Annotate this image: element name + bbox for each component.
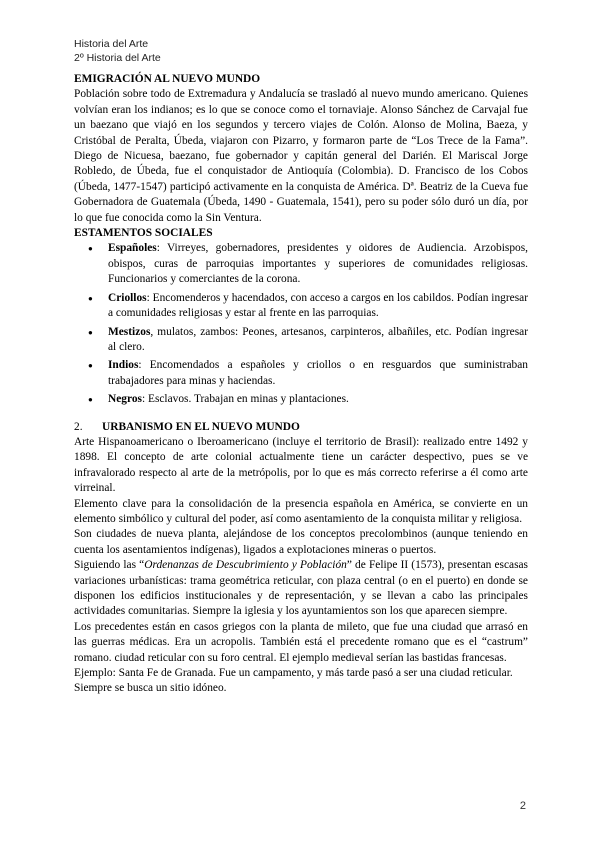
list-item [108, 241, 528, 287]
list-item-term: Indios [108, 359, 139, 372]
list-item-term: Criollos [108, 291, 147, 304]
paragraph-ejemplo: Ejemplo: Santa Fe de Granada. Fue un campamento, y más tarde pasó a ser una ciudad reticular. [74, 667, 513, 680]
list-item [108, 291, 528, 322]
paragraph-ciudades-nueva-planta: Son ciudades de nueva planta, alejándose de los conceptos precolombinos (aunque teniendo en cuenta los asentamientos indígenas), ligados a explotaciones mineras o puertos. [74, 528, 528, 556]
list-item-term: Españoles [108, 242, 157, 255]
estamentos-list [74, 241, 528, 407]
list-item-text: : Virreyes, gobernadores, presidentes y oidores de Audiencia. Arzobispos, obispos, curas de parroquias importantes y superiores de comunidades religiosas. Funcionarios y comerciantes de la corona. [108, 242, 528, 286]
section-title-estamentos: ESTAMENTOS SOCIALES [74, 227, 213, 240]
paragraph-sitio-idoneo: Siempre se busca un sitio idóneo. [74, 682, 227, 695]
section-title-urbanismo: URBANISMO EN EL NUEVO MUNDO [102, 420, 300, 433]
section-heading-urbanismo [74, 420, 528, 435]
header-course: Historia del Arte [74, 38, 149, 50]
paragraph-emigracion: Población sobre todo de Extremadura y Andalucía se trasladó al nuevo mundo americano. Quienes volvían eran los indianos; es lo que se conoce como el tornaviaje. Alonso Sánchez de Carvajal fue un baezano que viajó en los segundos y tercero viajes de Colón. Alonso de Molina, Baeza, y Cristóbal de Peralta, Úbeda, viajaron con Pizarro, y formaron parte de “Los Trece de la Fama”. Diego de Nicuesa, baezano, fue gobernador y capitán general del Darién. El Mariscal Jorge Robledo, de Úbeda, fue el conquistador de Antioquía (Colombia). D. Francisco de los Cobos (Úbeda, 1477-1547) participó activamente en la conquista de América. Dª. Beatriz de la Cueva fue Gobernadora de Guatemala (Úbeda, 1490 - Guatemala, 1541), pero su poder sólo duró un día, por lo que fue conocida como la Sin Ventura. [74, 88, 528, 224]
section-number: 2. [74, 420, 83, 433]
list-item-text: , mulatos, zambos: Peones, artesanos, carpinteros, albañiles, etc. Podían ingresar al clero. [108, 325, 528, 353]
page-number: 2 [519, 800, 526, 812]
ordenanzas-suffix: ” de Felipe II (1573), presentan escasas variaciones urbanísticas: trama geométrica reticular, con plaza central (o en el puerto) en donde se disponen los edificios institucionales y de representación, y se llevan a cabo las principales actividades comunitarias. Siempre la iglesia y los ayuntamientos son los que aparecen siempre. [74, 559, 528, 618]
page-header [74, 37, 161, 65]
list-item [108, 325, 528, 356]
ordenanzas-prefix: Siguiendo las “ [74, 559, 145, 572]
list-item-term: Mestizos [108, 325, 151, 338]
ordenanzas-title: Ordenanzas de Descubrimiento y Población [144, 559, 347, 572]
list-item-text: : Esclavos. Trabajan en minas y plantaciones. [141, 393, 349, 406]
paragraph-ordenanzas [74, 558, 528, 620]
header-subtitle: 2º Historia del Arte [74, 52, 161, 64]
page-content [74, 72, 528, 697]
list-item-term: Negros [108, 393, 142, 406]
paragraph-arte-hispanoamericano: Arte Hispanoamericano o Iberoamericano (incluye el territorio de Brasil): realizado entre 1492 y 1898. El concepto de arte colonial actualmente tiene un carácter despectivo, pues se ve infravalorado respecto al arte de la metrópolis, por lo que es más correcto referirse a él como arte virreinal. [74, 435, 528, 495]
list-item [108, 392, 528, 407]
paragraph-precedentes: Los precedentes están en casos griegos con la planta de mileto, que fue una ciudad que arrasó en las guerras médicas. Era un acropolis. También está el precedente romano que es el “castrum” romano. ciudad reticular con su foro central. El ejemplo medieval serían las bastidas francesas. [74, 620, 528, 664]
paragraph-elemento-clave: Elemento clave para la consolidación de la presencia española en América, se convierte en un elemento simbólico y cultural del poder, así como asentamiento de la conquista militar y religiosa. [74, 497, 528, 525]
list-item-text: : Encomenderos y hacendados, con acceso a cargos en los cabildos. Podían ingresar a comunidades religiosas y estar al frente en las parroquias. [108, 291, 528, 320]
list-item [108, 358, 528, 389]
section-title-emigracion: EMIGRACIÓN AL NUEVO MUNDO [74, 73, 261, 85]
list-item-text: : Encomendados a españoles y criollos o en resguardos que suministraban trabajadores para minas y haciendas. [108, 359, 528, 387]
